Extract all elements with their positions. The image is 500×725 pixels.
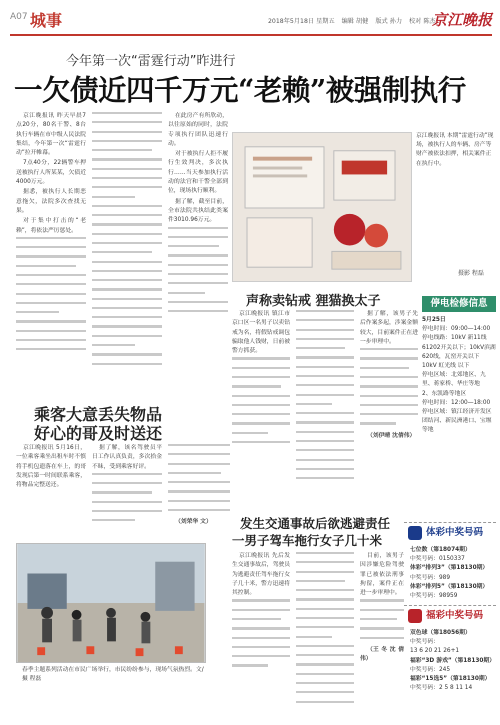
power-item: 停电线路：10kV 新11线: [422, 335, 487, 342]
paragraph: 对于集中打击的“老赖”，将依法严厉惩处。: [16, 218, 86, 234]
page-number: A07: [10, 12, 28, 22]
main-headline: 一欠债近四千万元“老赖”被强制执行: [14, 73, 466, 107]
story2-col1: [16, 444, 86, 538]
story2-col3: [168, 444, 230, 538]
welfare-lottery-results: [410, 629, 496, 693]
proof-credit: 校对 陈杰: [409, 18, 436, 25]
lottery-icon: [408, 526, 422, 540]
paragraph: 京江晚报讯 先后发生交通事故后，驾驶员为逃避责任驾车拖行女子几十米，警方迅速将其控制。: [232, 553, 290, 597]
text-lines: [296, 552, 354, 703]
text-lines: [360, 348, 418, 424]
power-item: 2、东凯路等地区: [422, 390, 467, 397]
lottery-number: 中奖号码：989: [410, 574, 451, 581]
paragraph: 据了解，截至目前，全市法院共执结此类案件3010.96万元。: [168, 198, 228, 224]
lottery-number: 中奖号码：: [410, 639, 439, 646]
story4-col2: [296, 552, 354, 720]
text-lines: [168, 227, 228, 313]
lottery-number: 中奖号码：245: [410, 666, 451, 673]
lottery-icon: [408, 609, 422, 623]
power-item: 10kV 虹光线 以下: [422, 363, 470, 370]
story3-col1: [232, 310, 290, 496]
main-story-col1: [16, 112, 86, 394]
text-lines: [296, 310, 354, 479]
power-date: 5月25日: [422, 317, 446, 323]
power-item: 停电时间：09:00—14:00: [422, 326, 491, 333]
photo-caption: 京江晚报讯 本期“雷霆行动”现场，被执行人的车辆、房产等财产被依法扣押，相关案件正在执行中。: [416, 133, 494, 167]
paragraph: 在此房产有所欣动，以往原始的同时，法院专项执行团队迅速行动。: [168, 113, 228, 147]
text-lines: [360, 599, 404, 638]
event-photo-caption: 春季主题系列活动在市民广场举行，市民纷纷参与，现场气氛热烈。文/摄 程磊: [22, 667, 204, 683]
photo-credit: 摄影 程磊: [458, 270, 484, 277]
main-story-col2: [92, 112, 162, 394]
power-item: 61202开关以下；10kV滨湖620线，瓦窑开关以下: [422, 344, 496, 360]
lottery-number: 中奖号码：2 5 8 11 14: [410, 685, 473, 692]
story4-title-line2: 一男子驾车拖行女子几十米: [232, 533, 383, 548]
story2-title-line1: 乘客大意丢失物品: [34, 405, 163, 424]
lottery-name: 七位数（第18074期）: [410, 547, 471, 553]
paragraph: 京江晚报讯 镇江市京口区一名男子以卖钻戒为名，将假钻戒调包骗取他人钱财，日前被警方抓获。: [232, 311, 290, 355]
story2-author: （刘荣华 文）: [174, 519, 212, 526]
text-lines: [232, 357, 290, 443]
power-item: 停电区域：北郊地区、九里、蒋家桥、华庄等地: [422, 372, 486, 388]
story2-col2: [92, 444, 162, 538]
text-lines: [16, 237, 86, 351]
welfare-lottery-title: 福彩中奖号码: [426, 610, 484, 621]
story4-author: （王 冬 沈 倩 伟）: [360, 646, 404, 663]
paragraph: 据了解，该男子先后作案多起，涉案金额较大，目前案件正在进一步审理中。: [360, 311, 418, 345]
main-story-col3: [168, 112, 228, 394]
evidence-photo-image: [233, 133, 411, 281]
story3-title: 声称卖钻戒 狸猫换太子: [246, 294, 381, 309]
story3-author: （刘伊晴 沈倩伟）: [366, 432, 416, 439]
sports-lottery-results: [410, 546, 496, 601]
text-lines: [92, 112, 162, 365]
paragraph: 7点40分，22辆警车押送被执行人所某某，欠债近4000万元。: [16, 160, 86, 186]
design-credit: 版式 孙力: [375, 18, 403, 25]
evidence-photo: [232, 132, 412, 282]
lottery-number: 中奖号码：98959: [410, 593, 458, 600]
paragraph: 据悉，被执行人长期恶意拖欠，法院多次查找无果。: [16, 189, 86, 214]
lottery-number: 中奖号码：0150337: [410, 556, 465, 563]
paragraph: 京江晚报讯 昨天早晨7点20分，80名干警、8台执行车辆在市中级人民法院集结，今年第一次“雷霆行动”拉开帷幕。: [16, 113, 86, 157]
story2-title-line2: 好心的哥及时送还: [34, 424, 163, 443]
sports-lottery-banner: [404, 522, 496, 542]
event-photo: [16, 543, 206, 663]
lottery-name: 福彩“3D 游戏”（第18130期）: [410, 657, 496, 664]
power-notice-title: 停电检修信息: [422, 296, 496, 312]
text-lines: [232, 599, 290, 666]
text-lines: [92, 473, 162, 522]
lottery-name: 体彩“排列5”（第18130期）: [410, 583, 489, 590]
story3-col2: [296, 310, 354, 496]
welfare-lottery-banner: [404, 605, 496, 625]
paragraph: 京江晚报讯 5月16日，一位乘客乘坐出租车时不慎将手机包遗落在车上，的哥发现后第一时间联系乘客，将物品完整送还。: [16, 445, 86, 489]
masthead: [10, 8, 492, 36]
story4-col1: [232, 552, 290, 720]
text-lines: [168, 444, 230, 511]
paragraph: 对于被执行人拒不履行生效判决，多次执行……当天参加执行活动的法官和干警全部到位，现场执行顺利。: [168, 151, 228, 195]
paragraph: 目前，该男子因涉嫌危险驾驶罪已被依法刑事拘留，案件正在进一步审理中。: [360, 553, 404, 597]
page-meta: [268, 16, 441, 25]
section-title: 城事: [30, 11, 63, 30]
story4-col3: [360, 552, 404, 720]
story4-title-line1: 发生交通事故后欲逃避责任: [240, 516, 391, 531]
sports-lottery-title: 体彩中奖号码: [426, 527, 484, 538]
power-item: 停电时间：12:00—18:00: [422, 399, 491, 406]
editor-credit: 编辑 胡健: [341, 18, 369, 25]
power-item: 停电区域：镇江经济开发区团结河、新民洲港口、宝堰等地: [422, 409, 492, 434]
story3-col3: [360, 310, 418, 506]
lottery-name: 双色球（第18056期）: [410, 630, 471, 636]
paragraph: 据了解，该名驾驶员平日工作认真负责，多次拾金不昧，受到乘客好评。: [92, 445, 162, 470]
page-date: 2018年5月18日 星期五: [268, 18, 335, 25]
lottery-number: 13 6 20 21 26+1: [410, 648, 460, 655]
headline-kicker: 今年第一次“雷霆行动”昨进行: [66, 54, 236, 69]
newspaper-logo: 京江晚报: [431, 11, 492, 29]
lottery-name: 体彩“排列3”（第18130期）: [410, 565, 489, 572]
lottery-name: 福彩“15选5”（第18130期）: [410, 676, 491, 683]
power-notice: [422, 316, 496, 436]
event-photo-image: [17, 544, 205, 662]
